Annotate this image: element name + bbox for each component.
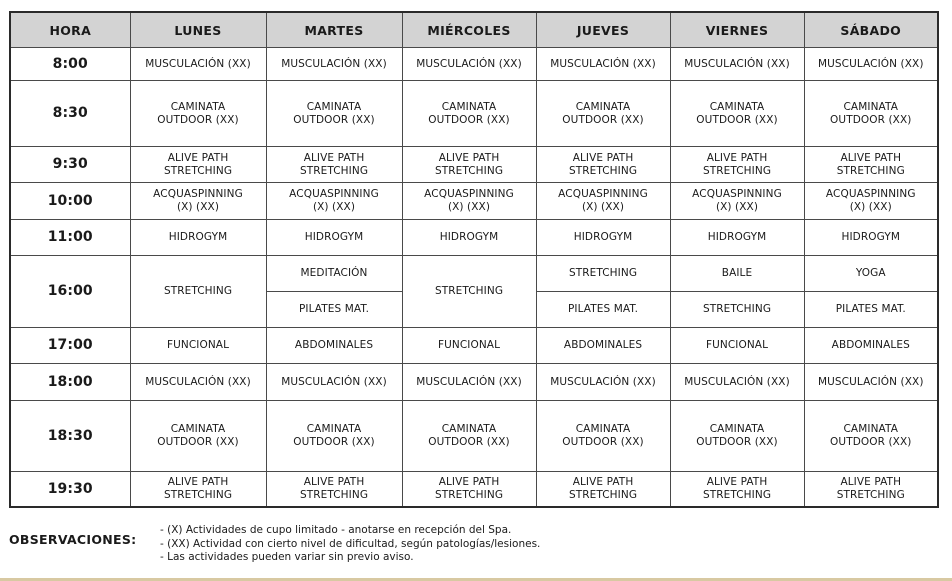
activity-line: CAMINATA — [843, 100, 898, 113]
time-cell: 18:30 — [10, 401, 130, 472]
observations-section — [9, 526, 929, 570]
activity-line: CAMINATA — [575, 423, 631, 436]
activity-line: ALIVE PATH — [303, 151, 365, 164]
activity-line: (X) (XX) — [715, 201, 759, 214]
activity-line: CAMINATA — [441, 423, 497, 436]
activity-cell: PILATES MAT. — [266, 292, 402, 328]
activity-line: STRETCHING — [568, 164, 638, 177]
activity-line: CAMINATA — [709, 423, 765, 436]
activity-line: ALIVE PATH — [438, 476, 500, 489]
activity-line: OUTDOOR (XX) — [428, 113, 510, 126]
activity-line: ALIVE PATH — [572, 151, 634, 164]
activity-line: ALIVE PATH — [303, 476, 365, 489]
activity-cell — [266, 183, 402, 220]
observation-note: - (X) Actividades de cupo limitado - anotarse en recepción del Spa. — [160, 524, 512, 536]
activity-line: ACQUASPINNING — [153, 188, 243, 201]
activity-line: STRETCHING — [163, 489, 233, 502]
activity-line: STRETCHING — [299, 489, 369, 502]
observations-title: OBSERVACIONES: — [9, 532, 137, 547]
activity-line: STRETCHING — [702, 164, 772, 177]
activity-line: (X) (XX) — [312, 201, 356, 214]
activity-cell: FUNCIONAL — [670, 328, 804, 364]
activity-cell: HIDROGYM — [266, 220, 402, 256]
activity-line: OUTDOOR (XX) — [428, 436, 510, 449]
header-lunes: LUNES — [130, 12, 266, 48]
activity-cell: PILATES MAT. — [804, 292, 938, 328]
activity-cell — [804, 81, 938, 147]
activity-cell — [130, 81, 266, 147]
activity-cell — [804, 472, 938, 507]
activity-cell: MUSCULACIÓN (XX) — [670, 364, 804, 401]
row-1930 — [10, 472, 938, 507]
activity-cell — [536, 147, 670, 183]
time-cell: 16:00 — [10, 256, 130, 328]
activity-cell: MUSCULACIÓN (XX) — [536, 48, 670, 81]
activity-cell: MUSCULACIÓN (XX) — [804, 48, 938, 81]
activity-cell — [266, 401, 402, 472]
activity-line: CAMINATA — [575, 100, 631, 113]
activity-line: STRETCHING — [568, 489, 638, 502]
header-jueves: JUEVES — [536, 12, 670, 48]
row-1600-a — [10, 256, 938, 292]
activity-line: STRETCHING — [836, 164, 905, 177]
activity-cell — [670, 401, 804, 472]
activity-cell: MUSCULACIÓN (XX) — [266, 364, 402, 401]
activity-cell: STRETCHING — [130, 256, 266, 328]
row-1800 — [10, 364, 938, 401]
activity-cell: HIDROGYM — [130, 220, 266, 256]
activity-line: ALIVE PATH — [840, 476, 902, 489]
activity-line: OUTDOOR (XX) — [293, 113, 375, 126]
time-cell: 10:00 — [10, 183, 130, 220]
activity-line: CAMINATA — [170, 100, 226, 113]
row-0800 — [10, 48, 938, 81]
activity-cell — [402, 401, 536, 472]
activity-cell — [402, 81, 536, 147]
row-0830 — [10, 81, 938, 147]
observation-note: - Las actividades pueden variar sin previo aviso. — [160, 551, 414, 563]
activity-line: OUTDOOR (XX) — [562, 113, 644, 126]
activity-cell: HIDROGYM — [670, 220, 804, 256]
activity-cell — [670, 472, 804, 507]
activity-line: (X) (XX) — [447, 201, 491, 214]
time-cell: 8:30 — [10, 81, 130, 147]
activity-cell: ABDOMINALES — [536, 328, 670, 364]
activity-line: STRETCHING — [702, 489, 772, 502]
activity-line: CAMINATA — [170, 423, 226, 436]
activity-cell: ABDOMINALES — [266, 328, 402, 364]
activity-line: STRETCHING — [434, 164, 504, 177]
activity-line: ACQUASPINNING — [424, 188, 514, 201]
activity-line: CAMINATA — [441, 100, 497, 113]
activity-line: ALIVE PATH — [572, 476, 634, 489]
activity-line: STRETCHING — [299, 164, 369, 177]
activity-cell: MUSCULACIÓN (XX) — [130, 48, 266, 81]
row-1000 — [10, 183, 938, 220]
activity-cell: MUSCULACIÓN (XX) — [266, 48, 402, 81]
activity-cell: FUNCIONAL — [130, 328, 266, 364]
activity-cell: ABDOMINALES — [804, 328, 938, 364]
activity-cell: MUSCULACIÓN (XX) — [402, 364, 536, 401]
activity-cell — [536, 183, 670, 220]
activity-line: ALIVE PATH — [167, 476, 229, 489]
activity-line: ALIVE PATH — [706, 476, 768, 489]
activity-cell: HIDROGYM — [536, 220, 670, 256]
activity-line: CAMINATA — [843, 423, 898, 436]
activity-cell: BAILE — [670, 256, 804, 292]
schedule-table — [9, 11, 939, 508]
activity-line: ALIVE PATH — [706, 151, 768, 164]
time-cell: 8:00 — [10, 48, 130, 81]
row-1830 — [10, 401, 938, 472]
header-miercoles: MIÉRCOLES — [402, 12, 536, 48]
activity-line: OUTDOOR (XX) — [830, 436, 912, 449]
activity-cell — [402, 472, 536, 507]
activity-line: OUTDOOR (XX) — [157, 113, 239, 126]
activity-line: CAMINATA — [306, 423, 362, 436]
activity-line: CAMINATA — [306, 100, 362, 113]
row-1100 — [10, 220, 938, 256]
activity-line: ACQUASPINNING — [289, 188, 379, 201]
activity-cell — [266, 81, 402, 147]
activity-cell — [130, 472, 266, 507]
activity-cell — [670, 183, 804, 220]
time-cell: 9:30 — [10, 147, 130, 183]
observation-note: - (XX) Actividad con cierto nivel de dificultad, según patologías/lesiones. — [160, 537, 541, 550]
activity-cell: STRETCHING — [536, 256, 670, 292]
header-viernes: VIERNES — [670, 12, 804, 48]
activity-line: STRETCHING — [836, 489, 905, 502]
row-1700 — [10, 328, 938, 364]
activity-cell: STRETCHING — [402, 256, 536, 328]
activity-line: ACQUASPINNING — [692, 188, 782, 201]
activity-line: OUTDOOR (XX) — [562, 436, 644, 449]
activity-line: STRETCHING — [434, 489, 504, 502]
header-hora: HORA — [10, 12, 130, 48]
activity-cell: FUNCIONAL — [402, 328, 536, 364]
activity-line: STRETCHING — [163, 164, 233, 177]
activity-cell: MUSCULACIÓN (XX) — [670, 48, 804, 81]
activity-cell — [670, 81, 804, 147]
activity-line: ALIVE PATH — [840, 151, 902, 164]
activity-line: ACQUASPINNING — [825, 188, 916, 201]
activity-line: OUTDOOR (XX) — [293, 436, 375, 449]
row-0930 — [10, 147, 938, 183]
activity-cell — [266, 472, 402, 507]
activity-cell — [804, 401, 938, 472]
activity-line: ACQUASPINNING — [558, 188, 648, 201]
activity-line: OUTDOOR (XX) — [696, 436, 778, 449]
time-cell: 18:00 — [10, 364, 130, 401]
activity-cell — [536, 81, 670, 147]
activity-cell — [402, 183, 536, 220]
header-row — [10, 12, 938, 48]
activity-cell — [266, 147, 402, 183]
activity-cell — [130, 147, 266, 183]
activity-cell: HIDROGYM — [804, 220, 938, 256]
activity-line: OUTDOOR (XX) — [696, 113, 778, 126]
activity-cell: MEDITACIÓN — [266, 256, 402, 292]
activity-cell — [130, 183, 266, 220]
activity-cell: PILATES MAT. — [536, 292, 670, 328]
time-cell: 17:00 — [10, 328, 130, 364]
activity-cell: MUSCULACIÓN (XX) — [130, 364, 266, 401]
header-martes: MARTES — [266, 12, 402, 48]
activity-cell — [804, 147, 938, 183]
activity-cell — [536, 401, 670, 472]
observations-notes — [160, 524, 540, 565]
header-sabado: SÁBADO — [804, 12, 938, 48]
activity-cell: MUSCULACIÓN (XX) — [804, 364, 938, 401]
activity-cell — [804, 183, 938, 220]
activity-line: (X) (XX) — [176, 201, 220, 214]
activity-cell — [402, 147, 536, 183]
activity-line: ALIVE PATH — [167, 151, 229, 164]
time-cell: 11:00 — [10, 220, 130, 256]
activity-cell: STRETCHING — [670, 292, 804, 328]
activity-line: CAMINATA — [709, 100, 765, 113]
time-cell: 19:30 — [10, 472, 130, 507]
activity-line: (X) (XX) — [581, 201, 625, 214]
activity-cell: HIDROGYM — [402, 220, 536, 256]
activity-cell — [130, 401, 266, 472]
activity-cell: MUSCULACIÓN (XX) — [536, 364, 670, 401]
activity-line: (X) (XX) — [849, 201, 892, 214]
activity-cell: MUSCULACIÓN (XX) — [402, 48, 536, 81]
activity-cell: YOGA — [804, 256, 938, 292]
activity-cell — [670, 147, 804, 183]
activity-line: OUTDOOR (XX) — [830, 113, 912, 126]
activity-line: ALIVE PATH — [438, 151, 500, 164]
activity-line: OUTDOOR (XX) — [157, 436, 239, 449]
activity-cell — [536, 472, 670, 507]
